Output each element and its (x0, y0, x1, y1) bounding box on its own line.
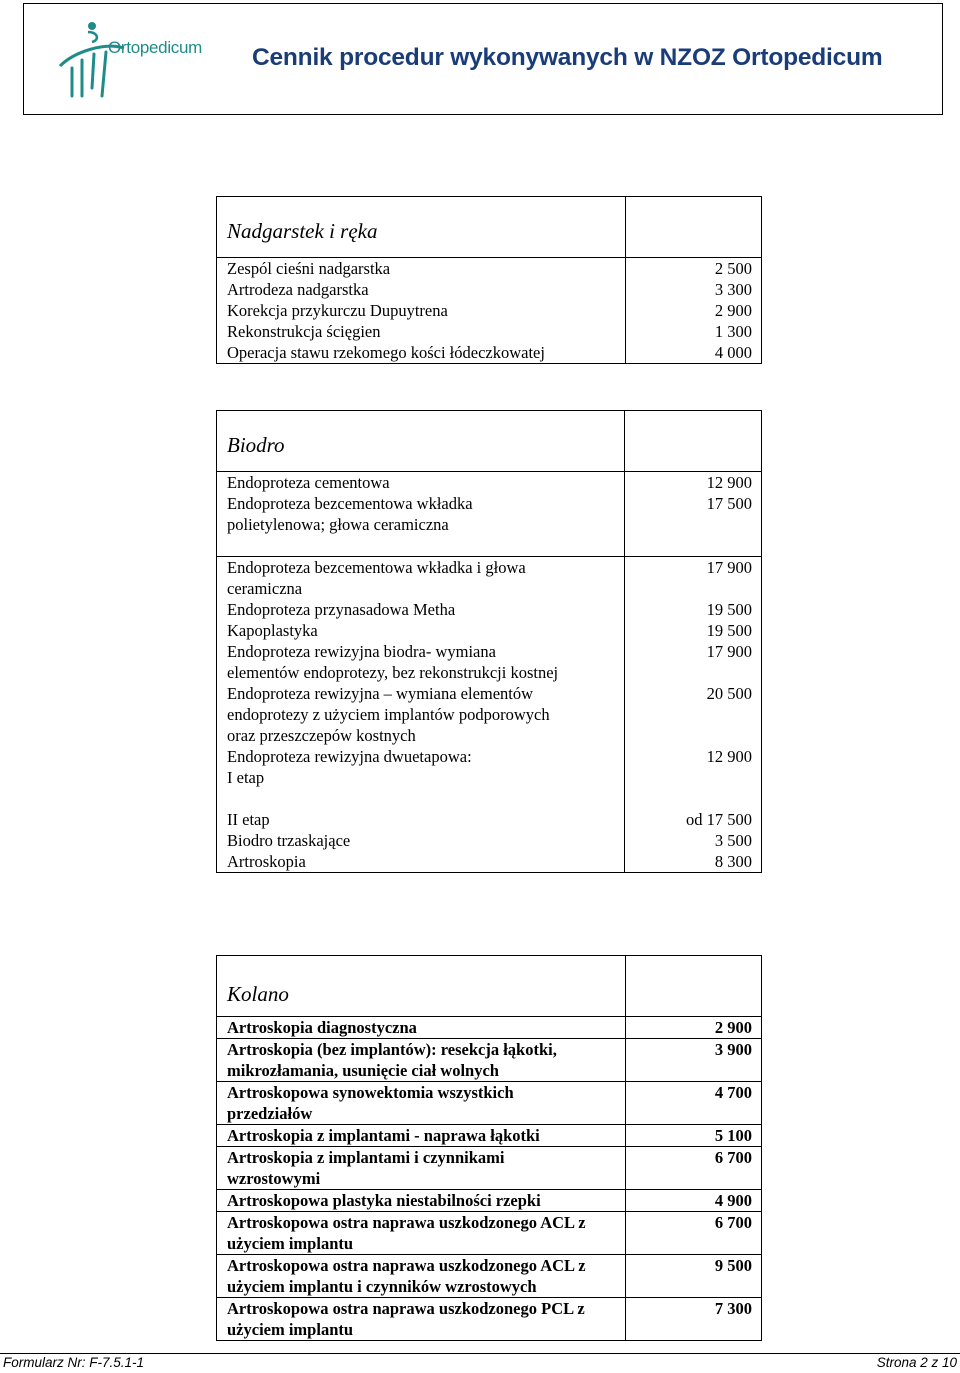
section-title-hip: Biodro (227, 433, 285, 457)
section-title-knee: Kolano (227, 982, 289, 1006)
procedure-price: 5 100 (714, 1126, 752, 1145)
procedure-price: 4 900 (714, 1191, 752, 1210)
table-row (217, 1082, 762, 1125)
procedure-name: endoprotezy z użyciem implantów podporowych (227, 705, 550, 724)
procedure-price: 9 500 (714, 1256, 752, 1275)
section-title-wrist: Nadgarstek i ręka (227, 219, 378, 243)
procedure-name: Biodro trzaskające (227, 831, 351, 850)
procedure-price: 17 900 (706, 642, 752, 661)
procedure-price: 6 700 (714, 1213, 752, 1232)
procedure-name: elementów endoprotezy, bez rekonstrukcji kostnej (227, 663, 559, 682)
table-row (217, 557, 762, 873)
table-row (217, 1147, 762, 1190)
procedure-name: mikrozłamania, usunięcie ciał wolnych (227, 1061, 499, 1080)
procedure-name: przedziałów (227, 1104, 313, 1123)
price-table-hip (216, 410, 762, 873)
table-row (217, 1017, 762, 1039)
page-number: Strona 2 z 10 (876, 1355, 957, 1370)
procedure-name: I etap (227, 768, 265, 787)
procedure-name: Artrodeza nadgarstka (227, 280, 369, 299)
procedure-price: 17 900 (706, 558, 752, 577)
procedure-price: 1 300 (714, 322, 752, 341)
procedure-name: Korekcja przykurczu Dupuytrena (227, 301, 448, 320)
procedure-price: 4 700 (714, 1083, 752, 1102)
table-row (217, 1190, 762, 1212)
procedure-price: 12 900 (706, 747, 752, 766)
table-row (217, 1212, 762, 1255)
procedure-name: wzrostowymi (227, 1169, 321, 1188)
procedure-name: Artroskopia (227, 852, 306, 871)
procedure-price: 3 300 (714, 280, 752, 299)
procedure-price: 19 500 (706, 621, 752, 640)
procedure-name: Operacja stawu rzekomego kości łódeczkowatej (227, 343, 545, 362)
header-box (23, 3, 943, 115)
procedure-name: Artroskopia diagnostyczna (227, 1018, 417, 1037)
procedure-price: 4 000 (714, 343, 752, 362)
procedure-price: od 17 500 (686, 810, 752, 829)
table-row (217, 1039, 762, 1082)
procedure-name: Artroskopowa plastyka niestabilności rzepki (227, 1191, 541, 1210)
table-row (217, 258, 762, 364)
procedure-name: Artroskopowa synowektomia wszystkich (227, 1083, 514, 1102)
procedure-name: Endoproteza bezcementowa wkładka i głowa (227, 558, 526, 577)
page-footer (0, 1353, 960, 1373)
ortopedicum-logo-icon (54, 22, 224, 102)
procedure-price: 7 300 (714, 1299, 752, 1318)
procedure-price: 3 500 (714, 831, 752, 850)
procedure-price: 2 900 (714, 301, 752, 320)
procedure-price: 12 900 (706, 473, 752, 492)
procedure-name: Endoproteza bezcementowa wkładka (227, 494, 473, 513)
procedure-name: Endoproteza rewizyjna biodra- wymiana (227, 642, 496, 661)
price-table-knee (216, 955, 762, 1341)
procedure-name: Kapoplastyka (227, 621, 318, 640)
procedure-name: użyciem implantu (227, 1234, 354, 1253)
procedure-price: 6 700 (714, 1148, 752, 1167)
procedure-price: 3 900 (714, 1040, 752, 1059)
procedure-price: 2 900 (714, 1018, 752, 1037)
procedure-name: Artroskopia z implantami i czynnikami (227, 1148, 505, 1167)
procedure-name: Artroskopowa ostra naprawa uszkodzonego PCL z (227, 1299, 585, 1318)
procedure-price: 20 500 (706, 684, 752, 703)
procedure-name: polietylenowa; głowa ceramiczna (227, 515, 449, 534)
procedure-name: Artroskopia (bez implantów): resekcja łąkotki, (227, 1040, 557, 1059)
procedure-name: użyciem implantu (227, 1320, 354, 1339)
procedure-name: Artroskopowa ostra naprawa uszkodzonego ACL z (227, 1256, 586, 1275)
price-table-wrist (216, 196, 762, 364)
procedure-price: 19 500 (706, 600, 752, 619)
table-row (217, 1125, 762, 1147)
page-title: Cennik procedur wykonywanych w NZOZ Ortopedicum (252, 44, 883, 71)
logo-text: Ortopedicum (108, 38, 203, 57)
procedure-name: Endoproteza przynasadowa Metha (227, 600, 456, 619)
table-row (217, 1255, 762, 1298)
table-row (217, 1298, 762, 1341)
procedure-name: Rekonstrukcja ścięgien (227, 322, 381, 341)
form-number: Formularz Nr: F-7.5.1-1 (3, 1355, 145, 1370)
procedure-name: oraz przeszczepów kostnych (227, 726, 416, 745)
table-row (217, 472, 762, 557)
procedure-price: 2 500 (714, 259, 752, 278)
procedure-name: ceramiczna (227, 579, 303, 598)
procedure-price: 8 300 (714, 852, 752, 871)
procedure-name: Endoproteza rewizyjna dwuetapowa: (227, 747, 472, 766)
procedure-name: Zespól cieśni nadgarstka (227, 259, 391, 278)
procedure-name: Artroskopowa ostra naprawa uszkodzonego ACL z (227, 1213, 586, 1232)
procedure-name: Artroskopia z implantami - naprawa łąkotki (227, 1126, 540, 1145)
procedure-name: Endoproteza cementowa (227, 473, 390, 492)
procedure-name: użyciem implantu i czynników wzrostowych (227, 1277, 537, 1296)
procedure-name: Endoproteza rewizyjna – wymiana elementów (227, 684, 534, 703)
procedure-price: 17 500 (706, 494, 752, 513)
procedure-name: II etap (227, 810, 270, 829)
